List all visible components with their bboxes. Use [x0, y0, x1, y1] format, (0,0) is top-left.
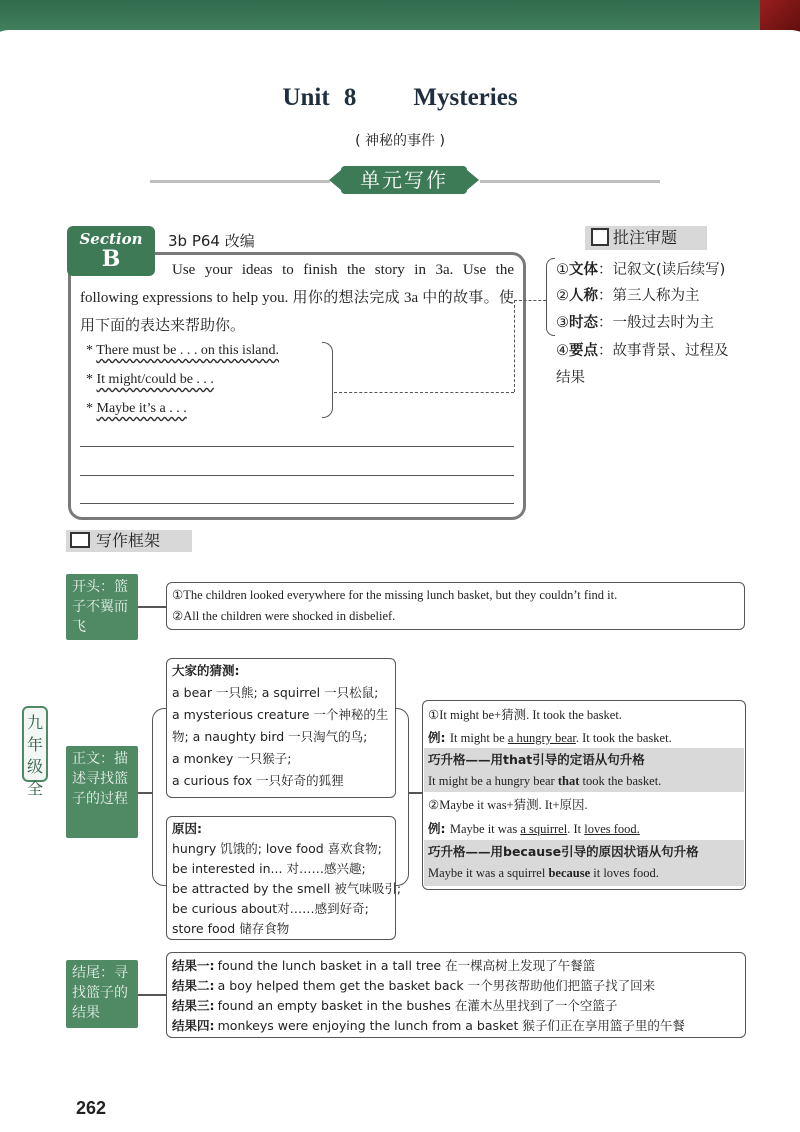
guess-line: a mysterious creature 一个神秘的生 [172, 707, 389, 722]
section-banner: 单元写作 [341, 166, 467, 194]
writing-line [80, 503, 514, 504]
banner-arrow-right [467, 170, 479, 190]
opening-line-2: ②All the children were shocked in disbelief. [172, 609, 396, 623]
banner-arrow-left [329, 170, 341, 190]
pattern-2-head: ②Maybe it was+猜测. It+原因. [428, 798, 588, 812]
result-key: 结果四: [172, 1018, 215, 1033]
example-underlined: loves food. [584, 822, 640, 836]
annotation-key: 人称 [569, 288, 598, 304]
pattern-1-example [428, 727, 672, 749]
section-tag-word: Section [79, 230, 143, 248]
guess-line: a curious fox 一只好奇的狐狸 [172, 773, 344, 788]
page-title: Unit 8 Mysteries [282, 84, 518, 111]
reasons-title: 原因: [172, 821, 202, 836]
page-number: 262 [76, 1098, 107, 1118]
pattern-2-upgrade [428, 863, 659, 884]
example-text: . It [567, 822, 585, 836]
opening-line-1: ①The children looked everywhere for the missing lunch basket, but they couldn’t find it. [172, 588, 618, 602]
example-text: Maybe it was [449, 822, 521, 836]
body-label: 正文：描述寻找篮子的过程 [66, 746, 138, 838]
guesses-title: 大家的猜测: [172, 663, 240, 678]
connector-line [138, 994, 166, 996]
banner-line-left [150, 180, 330, 183]
guess-line: 物; a naughty bird 一只淘气的鸟; [172, 729, 368, 744]
framework-heading [66, 530, 192, 552]
annotation-num: ① [556, 262, 569, 278]
result-text: found the lunch basket in a tall tree 在一棵高树上发现了午餐篮 [217, 958, 596, 973]
annotation-item: ①文体：记叙文(读后续写) [556, 262, 726, 278]
connector-dash [334, 392, 514, 393]
result-text: monkeys were enjoying the lunch from a basket 猴子们正在享用篮子里的午餐 [217, 1018, 685, 1033]
body-brace [152, 708, 167, 886]
result-text: a boy helped them get the basket back 一个男孩帮助他们把篮子找了回来 [217, 978, 656, 993]
connector-dash [514, 300, 546, 301]
ending-label: 结尾：寻找篮子的结果 [66, 960, 138, 1028]
section-tag-letter: B [101, 246, 121, 272]
writing-line [80, 475, 514, 476]
expression-text: There must be . . . on this island. [96, 343, 280, 358]
expression-3: * Maybe it’s a . . . [86, 401, 187, 416]
reason-line: be curious about对……感到好奇; [172, 901, 369, 916]
result-line [172, 975, 655, 997]
banner-line-right [480, 180, 660, 183]
expression-2: * It might/could be . . . [86, 372, 214, 387]
opening-label: 开头：篮子不翼而飞 [66, 574, 138, 640]
writing-line [80, 446, 514, 447]
pattern-1-head: ①It might be+猜测. It took the basket. [428, 708, 622, 722]
reason-line: be attracted by the smell 被气味吸引; [172, 881, 402, 896]
upgrade-keyword: because [548, 866, 591, 880]
result-line [172, 1015, 685, 1037]
annotation-num: ③ [556, 315, 569, 331]
task-reference: 3b P64 改编 [168, 232, 255, 250]
annotation-item: ④要点：故事背景、过程及 [556, 343, 729, 359]
annotation-continuation: 结果 [556, 370, 585, 386]
result-text: found an empty basket in the bushes 在灌木丛里找到了一个空篮子 [217, 998, 618, 1013]
top-band-curve [0, 30, 800, 70]
example-text: It might be [449, 731, 508, 745]
annotation-key: 要点 [569, 343, 598, 359]
annotation-value: 故事背景、过程及 [612, 343, 729, 359]
example-prefix: 例: [428, 730, 450, 745]
upgrade-text: took the basket. [579, 774, 662, 788]
result-line [172, 995, 617, 1017]
framework-icon [70, 532, 90, 548]
upgrade-keyword: that [557, 774, 580, 788]
upgrade-text: It might be a hungry bear [428, 774, 558, 788]
annotation-num: ② [556, 288, 569, 304]
upgrade-text: Maybe it was a squirrel [428, 866, 549, 880]
example-underlined: a hungry bear [507, 731, 576, 745]
pattern-2-upgrade-title: 巧升格——用because引导的原因状语从句升格 [428, 844, 699, 859]
grade-side-label: 九年级全 [22, 706, 48, 782]
example-underlined: a squirrel [520, 822, 568, 836]
guess-line: a monkey 一只猴子; [172, 751, 292, 766]
reason-line: store food 储存食物 [172, 921, 290, 936]
connector-line [138, 792, 152, 794]
guess-line: a bear 一只熊; a squirrel 一只松鼠; [172, 685, 379, 700]
annotation-heading-text: 批注审题 [613, 228, 678, 247]
connector-dash [514, 300, 515, 392]
body-brace-right [396, 708, 409, 886]
result-line [172, 955, 595, 977]
expressions-brace [322, 342, 333, 418]
result-key: 结果一: [172, 958, 215, 973]
annotation-brace [546, 258, 555, 336]
pattern-1-upgrade-title: 巧升格——用that引导的定语从句升格 [428, 752, 645, 767]
annotation-key: 文体 [569, 262, 598, 278]
reason-line: be interested in... 对……感兴趣; [172, 861, 366, 876]
connector-line [408, 792, 422, 794]
annotation-heading [585, 226, 707, 250]
page-subtitle: ( 神秘的事件 ) [355, 133, 445, 149]
annotation-item: ②人称：第三人称为主 [556, 288, 700, 304]
annotation-value: 一般过去时为主 [612, 315, 714, 331]
annotation-num: ④ [556, 343, 569, 359]
checkbox-icon [591, 228, 609, 246]
expression-1: * There must be . . . on this island. [86, 343, 280, 358]
pattern-2-example [428, 818, 640, 840]
example-text: . It took the basket. [575, 731, 672, 745]
reason-line: hungry 饥饿的; love food 喜欢食物; [172, 841, 382, 856]
pattern-1-upgrade [428, 771, 661, 792]
annotation-value: 第三人称为主 [612, 288, 700, 304]
annotation-key: 时态 [569, 315, 598, 331]
annotation-item: ③时态：一般过去时为主 [556, 315, 714, 331]
framework-heading-text: 写作框架 [96, 531, 161, 550]
upgrade-text: it loves food. [590, 866, 659, 880]
annotation-value: 记叙文(读后续写) [612, 262, 726, 278]
expression-text: It might/could be . . . [96, 372, 214, 387]
result-key: 结果二: [172, 978, 215, 993]
connector-line [138, 606, 166, 608]
task-instructions: Use your ideas to finish the story in 3a. Use the following expressions to help you. 用你的想法完成 3a 中的故事。使用下面的表达来帮助你。 [80, 262, 514, 334]
result-key: 结果三: [172, 998, 215, 1013]
example-prefix: 例: [428, 821, 450, 836]
expression-text: Maybe it’s a . . . [96, 401, 187, 416]
